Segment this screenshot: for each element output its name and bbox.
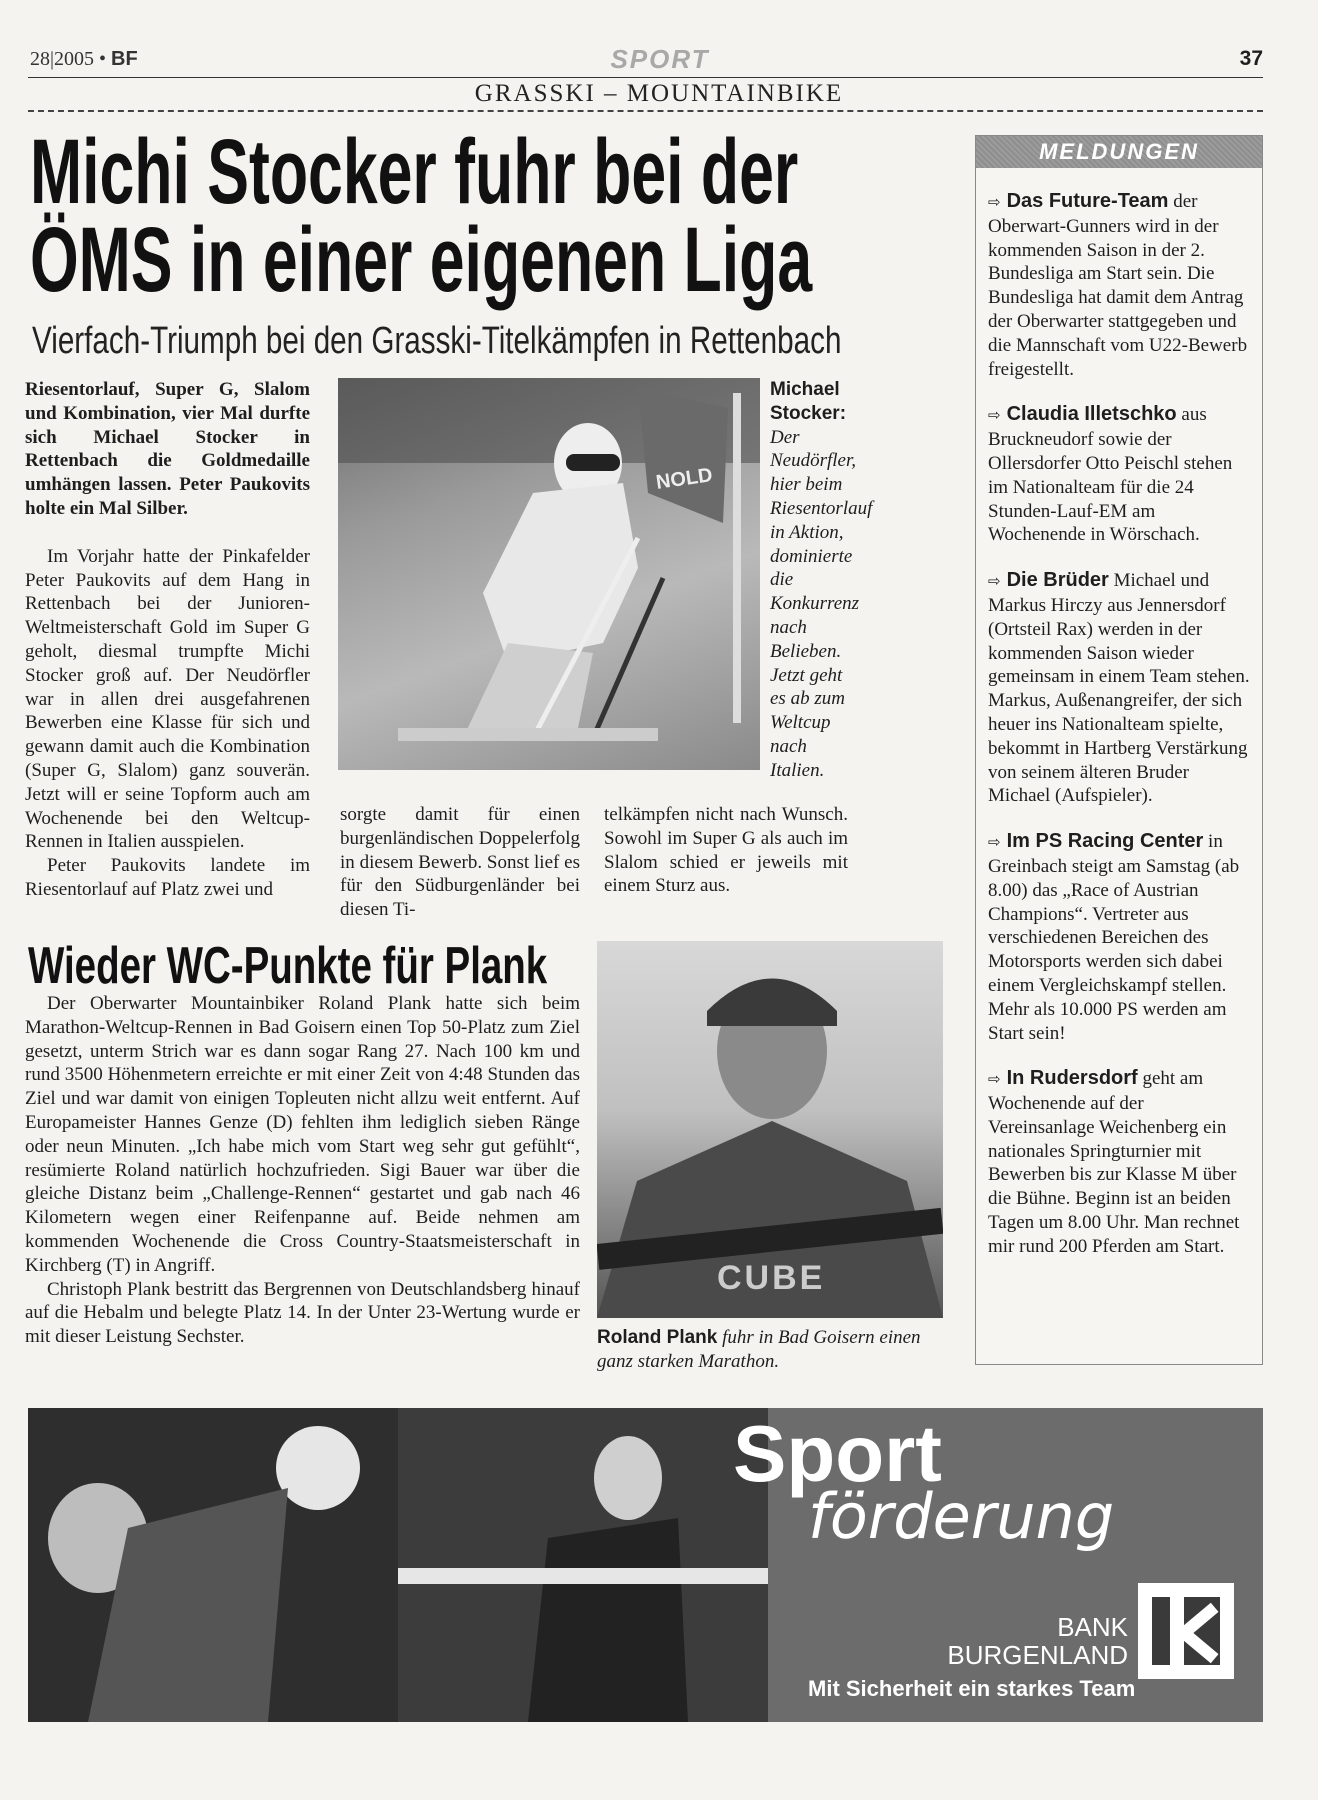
dashed-rule	[28, 110, 1263, 112]
bank-name-line: BURGENLAND	[947, 1640, 1128, 1670]
bank-name-line: BANK	[1057, 1612, 1128, 1642]
section-title: SPORT	[610, 44, 710, 74]
skier-photo	[338, 378, 760, 770]
header-rule	[28, 77, 1263, 78]
jersey-text: CUBE	[717, 1259, 826, 1297]
cyclist-photo	[597, 941, 943, 1318]
arrow-right-icon: ⇨	[988, 406, 1001, 425]
news-item	[976, 569, 1262, 808]
issue-number: 28|2005	[30, 48, 95, 70]
news-item	[976, 1067, 1262, 1258]
meldungen-title: MELDUNGEN	[976, 136, 1262, 168]
article1-col2: sorgte damit für einen burgenländischen Doppelerfolg in diesem Bewerb. Sonst lief es für den Südburgenländer bei diesen Ti-	[340, 804, 580, 921]
photo-caption	[597, 1326, 947, 1374]
article1-col1	[25, 378, 310, 902]
bank-advertisement[interactable]	[28, 1408, 1263, 1722]
caption-name: Roland Plank	[597, 1327, 718, 1348]
news-item	[976, 190, 1262, 381]
arrow-right-icon: ⇨	[988, 1070, 1001, 1089]
skier-illustration	[338, 378, 760, 770]
news-lead: Claudia Illetschko	[1006, 403, 1177, 426]
rubric: GRASSKI – MOUNTAINBIKE	[474, 80, 844, 107]
headline-line: Michi Stocker fuhr bei der	[30, 121, 799, 223]
news-item	[976, 403, 1262, 547]
subtitle: Vierfach-Triumph bei den Grasski-Titelkämpfen in Rettenbach	[32, 320, 842, 362]
arrow-right-icon: ⇨	[988, 572, 1001, 591]
main-headline	[30, 121, 813, 311]
news-lead: Das Future-Team	[1006, 190, 1169, 212]
ad-sports-photos	[28, 1408, 768, 1722]
news-lead: Im PS Racing Center	[1006, 830, 1204, 853]
news-text: in Greinbach steigt am Samstag (ab 8.00) das „Race of Austrian Champions“. Vertreter aus verschiedenen Bereichen des Motorsports werden sich dabei einem Vergleichskampf stellen. Mehr als 10.000 PS werden am Start sein!	[988, 831, 1240, 1044]
lede: Riesentorlauf, Super G, Slalom und Kombination, vier Mal durfte sich Michael Stocker in Rettenbach die Goldmedaille umhängen lassen. Peter Paukovits holte ein Mal Silber.	[25, 379, 310, 519]
arrow-right-icon: ⇨	[988, 833, 1001, 852]
news-lead: In Rudersdorf	[1006, 1067, 1138, 1090]
headline-line: ÖMS in einer eigenen Liga	[30, 209, 813, 311]
article1-col3: telkämpfen nicht nach Wunsch. Sowohl im Super G als auch im Slalom schied er jeweils mit einem Sturz aus.	[604, 804, 848, 897]
caption-name: Michael Stocker:	[770, 379, 847, 424]
arrow-right-icon: ⇨	[988, 193, 1001, 211]
ad-slogan: Mit Sicherheit ein starkes Team	[808, 1676, 1136, 1701]
bank-name	[828, 1613, 1128, 1669]
news-lead: Die Brüder	[1006, 569, 1109, 592]
paragraph: Christoph Plank bestritt das Bergrennen von Deutschlandsberg hinauf auf die Hebalm und belegte Platz 14. In der Unter 23-Wertung wurde er mit dieser Leistung Sechster.	[25, 1278, 580, 1348]
news-item	[976, 830, 1262, 1045]
separator: •	[99, 48, 107, 70]
ad-subtitle: förderung	[808, 1480, 1115, 1553]
caption-text: fuhr in Bad Goisern einen ganz starken Marathon.	[597, 1327, 921, 1372]
flag-text: NOLD	[654, 464, 714, 494]
page-number: 37	[1239, 47, 1263, 70]
article2-headline: Wieder WC-Punkte für Plank	[28, 937, 548, 995]
paragraph: Peter Paukovits landete im Riesentorlauf auf Platz zwei und	[25, 855, 310, 900]
paragraph: Im Vorjahr hatte der Pinkafelder Peter Paukovits auf dem Hang in Rettenbach bei der Junioren-Weltmeisterschaft Gold im Super G geholt, diesmal trumpfte Michi Stocker groß auf. Der Neudörfler war in allen drei ausgefahrenen Bewerben eine Klasse für sich und gewann damit auch die Kombination (Super G, Slalom) ganz souverän. Jetzt will er seine Topform auch am Wochenende bei den Weltcup-Rennen in Italien ausspielen.	[25, 545, 310, 853]
news-text: aus Bruckneudorf sowie der Ollersdorfer Otto Peischl stehen im Nationalteam für die 24 Stunden-Lauf-EM am Wochenende in Wörschach.	[988, 404, 1233, 546]
publication: BF	[111, 48, 138, 70]
caption-text: Der Neudörfler, hier beim Riesentorlauf in Aktion, dominierte die Konkurrenz nach Belieben. Jetzt geht es ab zum Weltcup nach Italien.	[770, 426, 873, 781]
paragraph: Der Oberwarter Mountainbiker Roland Plank hatte sich beim Marathon-Weltcup-Rennen in Bad Goisern einen Top 50-Platz zum Ziel gesetzt, unterm Strich war es dann sogar Rang 27. Nach 100 km und rund 3500 Höhenmetern erreichte er mit einer Zeit von 4:48 Stunden das Ziel und war damit von einigen Topleuten nicht allzu weit entfernt. Auf Europameister Hannes Genze (D) fehlten ihm lediglich sieben Ränge oder neun Minuten. „Ich habe mich vom Start weg sehr gut gefühlt“, resümierte Roland natürlich hochzufrieden. Sigi Bauer war über die gleiche Distanz beim „Challenge-Rennen“ gestartet und gab nach 46 Kilometern wegen einer Reifenpanne auf. Beide nehmen am kommenden Wochenende die Cross Country-Staatsmeisterschaft in Kirchberg (T) in Angriff.	[25, 993, 580, 1276]
photo-caption	[770, 378, 873, 783]
news-text: der Oberwart-Gunners wird in der kommenden Saison in der 2. Bundesliga am Start sein. Die Bundesliga hat damit dem Antrag der Oberwarter stattgegeben und die Mannschaft vom U22-Bewerb freigestellt.	[988, 191, 1248, 380]
article2-body	[25, 992, 580, 1349]
issue-info	[30, 48, 138, 71]
bank-logo	[1138, 1583, 1234, 1679]
ad-title: Sport	[733, 1409, 942, 1498]
news-text: Michael und Markus Hirczy aus Jennersdorf (Ortsteil Rax) werden in der kommenden Saison wieder gemeinsam in einem Team stehen. Markus, Außenangreifer, der sich heuer ins Nationalteam spielte, bekommt in Hartberg Verstärkung von seinem älteren Bruder Michael (Aufspieler).	[988, 570, 1250, 807]
news-text: geht am Wochenende auf der Vereinsanlage Weichenberg ein nationales Springturnier mit Bewerben bis zur Klasse M über die Bühne. Beginn ist an beiden Tagen um 8.00 Uhr. Man rechnet mir rund 200 Pferden am Start.	[988, 1068, 1240, 1257]
meldungen-box	[975, 135, 1263, 1365]
